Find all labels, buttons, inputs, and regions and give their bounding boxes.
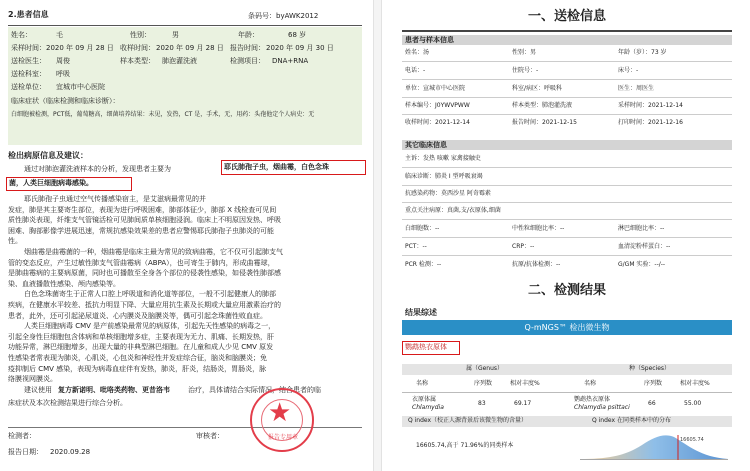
banner-text: Q-mNGS™ 检出微生物 (524, 323, 610, 332)
body-line: 是肺曲霉病的主要病原菌，同时也可播散至全身各个部位的侵袭性感染，如侵袭性肺部感 (8, 269, 281, 278)
marker-label: 16605.74 (680, 437, 704, 443)
body-line: 疾病，在健康水平较差、抵抗力明显下降、大量应用抗生素及长期或大量应用激素治疗的 (8, 301, 281, 309)
focus-pathogens: 重点关注病原：真菌,支/衣原体,细菌 (405, 207, 501, 214)
suggest-drugs: 复方新诺明、吡咯类药物、更昔洛韦 (58, 386, 170, 394)
body-line: 功能异常，淋巴细胞增多，出现大量的非典型淋巴细胞。在儿童和成人少见 CMV 原发 (8, 343, 274, 352)
row-rule (402, 392, 732, 393)
divider-gap (373, 0, 382, 471)
clinical-label: 临床症状（临床检测和临床诊断）： (11, 97, 120, 105)
results-title: 二、检测结果 (527, 283, 606, 298)
age-label: 年龄： (238, 31, 259, 39)
body-line: 人类巨细胞病毒 CMV 是产前感染最常见的病原体，引起先天性感染的病毒之一， (24, 322, 276, 331)
title-rule (402, 30, 732, 32)
r-sex: 性别：男 (512, 49, 537, 56)
dept-label: 送检科室： (11, 70, 46, 78)
report-right (386, 2, 748, 468)
test-value: DNA+RNA (272, 57, 309, 65)
lab-ggm: G/GM 实验：--/-- (618, 261, 666, 268)
summary-title: 结果综述 (405, 308, 437, 317)
species-name: 鹦鹉热衣原体 (574, 396, 611, 403)
body-line: 耶氏肺孢子虫通过空气传播感染宿主，是艾滋病最常见的并 (24, 195, 206, 203)
r-dept: 科室/病区：呼吸科 (512, 85, 563, 92)
body-line: 性。 (8, 237, 22, 246)
age-value: 68 岁 (288, 31, 307, 39)
star-icon: ★ (268, 398, 292, 428)
report-time-label: 报告时间： (230, 44, 265, 52)
date-value: 2020.09.28 (50, 448, 91, 456)
diagnosis: 临床诊断：肺炎 I 型呼吸衰竭 (405, 173, 483, 180)
intro-text: 通过对肺泡灌洗液样本的分析，发现患者主要为 (24, 165, 171, 173)
results-title: 检出病原信息及建议： (8, 151, 88, 160)
report-seal (250, 388, 314, 452)
r-hospno: 住院号：- (512, 67, 539, 74)
col-name: 名称 (416, 380, 429, 387)
date-label: 报告日期： (8, 448, 43, 456)
lab-neut: 中性粒细胞比率：-- (512, 225, 565, 232)
row-rule (402, 79, 732, 80)
row-rule (402, 219, 732, 220)
lab-pct: PCT：-- (405, 243, 427, 250)
lab-wbc: 白细胞数：-- (405, 225, 440, 232)
seal-text: 报告专用章 (267, 434, 298, 441)
report-time-value: 2020 年 09 月 30 日 (266, 44, 334, 52)
hospital-label: 送检单位： (11, 83, 46, 91)
complaint: 主诉：发热 咳嗽 家禽接触史 (405, 155, 481, 162)
col-name-2: 名称 (584, 380, 597, 387)
distribution-curve (580, 435, 728, 459)
r-sampleno: 样本编号：J0YWVPWW (405, 102, 470, 109)
highlight-pathogens-2: 菌，人类巨细胞病毒感染。 (9, 179, 93, 187)
genus-header: 属（Genus） (465, 365, 504, 372)
suggest-text: 建议使用 (24, 386, 52, 394)
body-line: 困难、胸部影像学进展迅速，常规抗感染效果差的患者应警惕耶氏肺孢子虫肺炎的可能 (8, 226, 274, 235)
genus-abund: 69.17 (514, 400, 532, 407)
lab-crp: CRP：-- (512, 243, 535, 250)
r-collect: 采样时间：2021-12-14 (618, 102, 683, 109)
r-sampletype: 样本类型：肺泡灌洗液 (512, 102, 573, 109)
body-line: 引起全身性巨细胞包含体病和单核细胞增多症，主要表现为无力、肌痛、长期发热，肝 (8, 332, 274, 341)
section-bar (402, 140, 732, 150)
row-rule (402, 185, 732, 186)
body-line: 患者，此外，还可引起泌尿道炎、心内膜炎及脑膜炎等，偶可引起念珠菌性败血症。 (8, 311, 267, 320)
row-rule (402, 61, 732, 62)
qindex-distribution-chart (576, 429, 732, 463)
dept-value: 呼吸 (56, 70, 70, 78)
collect-label: 采样时间： (11, 44, 46, 52)
sex-label: 性别： (130, 31, 151, 39)
r-receive: 收样时间：2021-12-14 (405, 119, 470, 126)
qindex-label: Q index（校正人源背景后该微生物的含量） (408, 417, 528, 424)
r-report: 报告时间：2021-12-15 (512, 119, 577, 126)
doctor-value: 周俊 (56, 57, 70, 65)
lab-saa: 血清淀粉样蛋白：-- (618, 243, 671, 250)
barcode: 条码号：byAWK2012 (248, 12, 319, 20)
body-line: 质性肺炎表现，纤维支气管镜活检可见肺间质单核细胞浸润。临床上不明原因发热、呼吸 (8, 216, 281, 225)
body-line: 烟曲霉是曲霉菌的一种，烟曲霉是临床主最为常见的致病曲霉，它不仅可引起肺支气 (24, 248, 283, 256)
r-doctor: 医生：周医生 (618, 85, 655, 92)
checker-label: 检测者： (8, 432, 36, 440)
row-rule (402, 202, 732, 203)
suggest-text-3: 床症状及本次检测结果进行综合分析。 (8, 399, 127, 407)
lab-pcr: PCR 检测：-- (405, 261, 442, 268)
qindex-value: 16605.74,高于 71.96%的同类样本 (416, 442, 514, 449)
name-value: 毛 (56, 31, 63, 39)
lab-antigen: 抗原/抗体检测：-- (512, 261, 561, 268)
r-print: 打印时间：2021-12-16 (618, 119, 683, 126)
row-rule (402, 167, 732, 168)
doctor-label: 送检医生： (11, 57, 46, 65)
sex-value: 男 (172, 31, 179, 39)
body-line: 染、血液播散性感染、颅内感染等。 (8, 279, 120, 288)
body-line: 疫抑制后 CMV 感染，表现为病毒血症伴有发热，肺炎，肝炎，结肠炎，胃肠炎，脉 (8, 364, 267, 373)
page-title: 一、送检信息 (527, 9, 606, 24)
col-abund: 相对丰度% (510, 380, 540, 387)
species-header: 种（Species） (628, 365, 671, 372)
collect-value: 2020 年 09 月 28 日 (46, 44, 114, 52)
highlight-pathogens: 耶氏肺孢子虫，烟曲霉，白色念珠 (224, 163, 329, 171)
body-line: 管的变态反应，产生过敏性肺支气管曲霉病（ABPA），也可寄生于肺内，形成曲霉球， (8, 258, 275, 267)
lab-lymph: 淋巴细胞比率：-- (618, 225, 665, 232)
receive-label: 收样时间： (120, 44, 155, 52)
genus-name: 衣原体属 (412, 396, 437, 403)
species-latin: Chlamydia psittaci (574, 404, 630, 411)
suggest-text-2: 治疗，具体请结合实际情况，结合患者的临 (188, 386, 321, 394)
r-name: 姓名：汤 (405, 49, 430, 56)
row-rule (402, 114, 732, 115)
row-rule (402, 97, 732, 98)
body-line: 白色念珠菌寄生于正常人口腔上呼吸道和消化道等部位，一般不引起健康人的肺部 (24, 290, 276, 299)
section-patient-sample: 患者与样本信息 (405, 36, 454, 44)
row-rule (402, 255, 732, 256)
genus-latin: Chlamydia (412, 404, 444, 411)
receive-value: 2020 年 09 月 28 日 (156, 44, 224, 52)
sample-label: 样本类型： (120, 57, 155, 65)
col-reads: 序列数 (474, 380, 493, 387)
col-reads-2: 序列数 (644, 380, 663, 387)
sample-value: 肺泡灌洗液 (162, 57, 197, 65)
r-age: 年龄（岁）：73 岁 (618, 49, 667, 56)
report-left (2, 2, 368, 468)
detected-microbe: 鹦鹉热衣原体 (405, 343, 447, 351)
reviewer-label: 审核者： (196, 432, 224, 440)
genus-reads: 83 (478, 400, 486, 407)
body-line: 络膜视网膜炎。 (8, 375, 57, 384)
antibiotic: 抗感染药物：莫西沙星 阿奇霉素 (405, 190, 491, 197)
r-unit: 单位：宣城市中心医院 (405, 85, 466, 92)
body-line: 发症，肺是其主要寄生部位，表现为进行呼吸困难，肺部体征少，肺部 X 线检查可见间 (8, 205, 277, 214)
body-line: 性感染者常表现为肺炎，心肌炎，心包炎和神经性并发症综合征，脑炎和脑膜炎；免 (8, 354, 267, 362)
name-label: 姓名： (11, 31, 32, 39)
clinical-text: 白细胞被检测，PCT低，葡萄糖高，细菌培养结果：未见，发热，CT 是，手术，无，用药：头孢他定个人病史：无 (11, 111, 315, 118)
section-other-clinical: 其它临床信息 (405, 141, 447, 149)
col-abund-2: 相对丰度% (680, 380, 710, 387)
row-rule (402, 237, 732, 238)
hospital-value: 宜城市中心医院 (56, 83, 105, 91)
test-label: 检测项目： (230, 57, 265, 65)
species-abund: 55.00 (684, 400, 702, 407)
divider (8, 25, 362, 26)
section-patient-title: 2.患者信息 (8, 10, 49, 19)
species-reads: 66 (648, 400, 656, 407)
r-bed: 床号：- (618, 67, 639, 74)
qindex-dist-label: Q index 在同类样本中的分布 (592, 417, 671, 424)
r-phone: 电话：- (405, 67, 426, 74)
